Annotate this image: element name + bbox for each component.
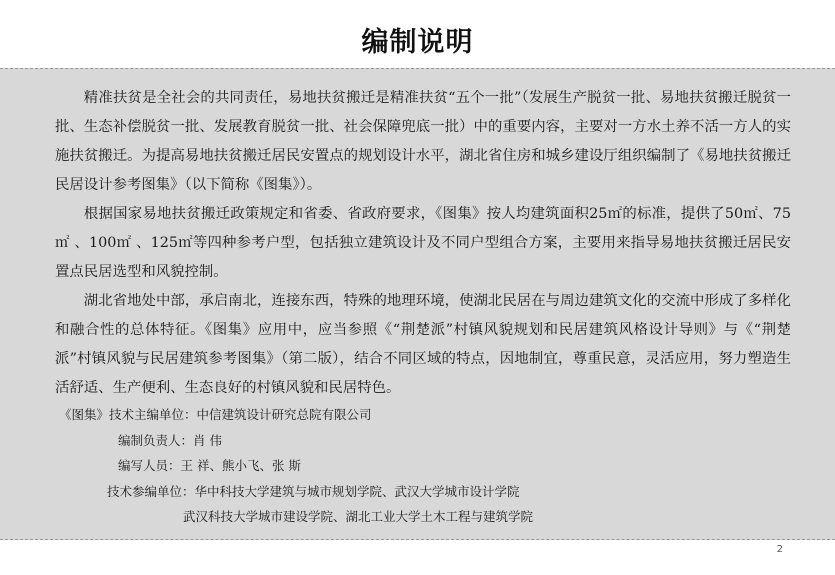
paragraph-regional: 湖北省地处中部，承启南北，连接东西，特殊的地理环境，使湖北民居在与周边建筑文化的交流中形成了多样化和融合性的总体特征。《图集》应用中，应当参照《“荆楚派”村镇风貌规划和民居建筑风格设计导则》与《“荆楚派”村镇风貌与民居建筑参考图集》（第二版），结合不同区域的特点，因地制宜，尊重民意，灵活应用，努力塑造生活舒适、生产便利、生态良好的村镇风貌和民居特色。 [55, 293, 791, 396]
paragraph-standards: 根据国家易地扶贫搬迁政策规定和省委、省政府要求，《图集》按人均建筑面积25㎡的标准，提供了50㎡、75㎡ 、100㎡ 、125㎡等四种参考户型，包括独立建筑设计及不同户型组合方案，主要用来指导易地扶贫搬迁居民安置点民居选型和风貌控制。 [55, 206, 791, 280]
credits-block [55, 402, 795, 530]
credit-writers: 编写人员：王 祥、熊小飞、张 斯 [118, 458, 301, 473]
paragraph-intro: 精准扶贫是全社会的共同责任，易地扶贫搬迁是精准扶贫“五个一批”（发展生产脱贫一批、易地扶贫搬迁脱贫一批、生态补偿脱贫一批、发展教育脱贫一批、社会保障兜底一批）中的重要内容，主要对一方水土养不活一方人的实施扶贫搬迁。为提高易地扶贫搬迁居民安置点的规划设计水平，湖北省住房和城乡建设厅组织编制了《易地扶贫搬迁民居设计参考图集》（以下简称《图集》）。 [55, 90, 791, 193]
page-title: 编制说明 [361, 27, 474, 58]
credit-lead: 编制负责人：肖 伟 [118, 432, 222, 448]
title-band [0, 0, 835, 68]
content-panel [0, 68, 835, 540]
credit-participants-cont: 武汉科技大学城市建设学院、湖北工业大学土木工程与建筑学院 [183, 509, 534, 524]
credit-participants: 技术参编单位：华中科技大学建筑与城市规划学院、武汉大学城市设计学院 [107, 483, 520, 499]
page-number: 2 [776, 544, 783, 555]
credit-chief-editor: 《图集》技术主编单位：中信建筑设计研究总院有限公司 [59, 407, 372, 422]
